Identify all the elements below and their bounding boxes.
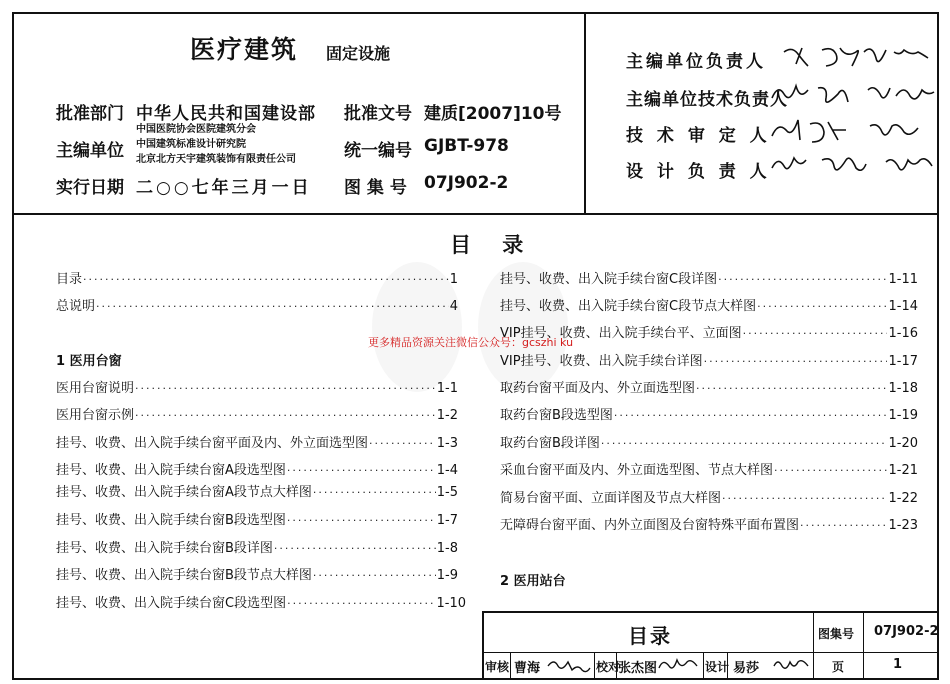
toc-leader-dots [135,382,436,395]
toc-entry[interactable] [500,350,918,368]
toc-leader-dots [774,464,887,477]
toc-leader-dots [313,569,436,582]
toc-entry-label: 采血台窗平面及内、外立面选型图、节点大样图 [500,463,774,478]
toc-leader-dots [743,327,888,340]
approval-doc-label: 批准文号 [344,104,412,124]
toc-entry-label: 取药台窗B段选型图 [500,408,613,423]
toc-entry-label: VIP挂号、收费、出入院手续台平、立面图 [500,326,742,341]
toc-leader-dots [135,409,436,422]
toc-entry-label: 挂号、收费、出入院手续台窗平面及内、外立面选型图 [56,436,369,451]
toc-leader-dots [369,437,436,450]
toc-entry[interactable] [500,514,918,532]
toc-heading: 目 录 [450,233,536,257]
design-label: 设计 [705,660,730,674]
review-signature [546,654,592,674]
toc-entry-page: 1-5 [436,485,458,500]
title-block-atlas-value: 07J902-2 [874,624,939,639]
check-signature [657,654,701,674]
unified-no-value: GJBT-978 [424,136,509,156]
toc-leader-dots [287,514,436,527]
toc-leader-dots [704,355,888,368]
toc-leader-dots [287,597,435,610]
toc-entry-label: 挂号、收费、出入院手续台窗A段选型图 [56,463,286,478]
editor-unit-2: 中国建筑标准设计研究院 [136,139,246,150]
toc-entry[interactable] [56,537,458,555]
toc-entry-page: 1-21 [888,463,918,478]
toc-entry-label: 总说明 [56,299,96,314]
effective-date-label: 实行日期 [56,178,124,198]
toc-leader-dots [274,542,436,555]
design-signature [772,654,810,674]
toc-entry[interactable] [500,432,918,450]
toc-entry[interactable] [56,295,458,313]
toc-entry[interactable] [56,481,458,499]
toc-entry[interactable] [500,377,918,395]
title-block-cell-divider-2 [594,652,595,680]
signature-row-4 [770,152,938,182]
role-technical-head: 主编单位技术负责人 [626,90,788,110]
toc-leader-dots [800,519,887,532]
role-chief-editor-unit: 主编单位负责人 [626,52,766,72]
editor-unit-1: 中国医院协会医院建筑分会 [136,124,256,135]
toc-entry-label: 无障碍台窗平面、内外立面图及台窗特殊平面布置图 [500,518,800,533]
toc-entry-label: 简易台窗平面、立面详图及节点大样图 [500,491,722,506]
toc-leader-dots [718,273,887,286]
toc-entry[interactable] [56,509,458,527]
toc-entry-label: 医用台窗示例 [56,408,135,423]
toc-entry-page: 1-8 [436,541,458,556]
toc-leader-dots [287,464,436,477]
drawing-title: 目录 [628,624,672,648]
toc-leader-dots [722,492,887,505]
toc-entry[interactable] [500,459,918,477]
toc-entry-page: 1-9 [436,568,458,583]
toc-entry[interactable] [56,592,466,610]
toc-entry-page: 1-1 [436,381,458,396]
title-block-row-divider [482,652,939,653]
toc-entry-label: 目录 [56,272,83,287]
toc-leader-dots [601,437,888,450]
title-block-top-border [482,611,939,613]
toc-leader-dots [696,382,887,395]
toc-entry[interactable] [56,377,458,395]
toc-entry-page: 1-10 [436,596,466,611]
toc-entry[interactable] [500,487,918,505]
toc-entry-label: VIP挂号、收费、出入院手续台详图 [500,354,703,369]
toc-entry-page: 1-20 [888,436,918,451]
toc-entry-page: 1-11 [888,272,918,287]
toc-leader-dots [96,300,449,313]
atlas-no-value: 07J902-2 [424,173,509,193]
toc-entry-label: 挂号、收费、出入院手续台窗B段详图 [56,541,273,556]
toc-entry-page: 1-17 [888,354,918,369]
toc-entry-label: 挂号、收费、出入院手续台窗A段节点大样图 [56,485,312,500]
toc-entry-label: 挂号、收费、出入院手续台窗C段详图 [500,272,718,287]
header-split-divider [584,12,586,215]
toc-entry-page: 1-14 [888,299,918,314]
toc-entry[interactable] [56,404,458,422]
title-block-cell-divider-1 [510,652,511,680]
editor-unit-3: 北京北方天宇建筑装饰有限责任公司 [136,154,296,165]
toc-entry-page: 1-4 [436,463,458,478]
toc-entry-page: 1-2 [436,408,458,423]
toc-entry-page: 1-7 [436,513,458,528]
toc-entry[interactable] [56,268,458,286]
role-design-head: 设 计 负 责 人 [626,162,771,182]
review-name: 曹海 [514,661,541,676]
editor-unit-label: 主编单位 [56,141,124,161]
role-technical-reviewer: 技 术 审 定 人 [626,126,771,146]
toc-entry-label: 挂号、收费、出入院手续台窗B段选型图 [56,513,286,528]
toc-leader-dots [757,300,887,313]
toc-entry-label: 挂号、收费、出入院手续台窗B段节点大样图 [56,568,312,583]
toc-entry-page: 1-23 [888,518,918,533]
toc-entry-page: 4 [449,299,458,314]
toc-entry-label: 取药台窗B段详图 [500,436,600,451]
toc-entry-label: 挂号、收费、出入院手续台窗C段节点大样图 [500,299,757,314]
toc-entry-page: 1-19 [888,408,918,423]
toc-leader-dots [313,486,436,499]
toc-section-heading: 2 医用站台 [500,574,566,589]
check-name: 张杰图 [618,661,658,676]
toc-entry-label: 挂号、收费、出入院手续台窗C段选型图 [56,596,287,611]
title-block-col-divider-b [863,611,864,680]
atlas-title: 医疗建筑 [190,35,299,64]
approval-dept-value: 中华人民共和国建设部 [136,104,316,124]
title-block-cell-divider-4 [703,652,704,680]
header-divider [12,213,939,215]
toc-leader-dots [614,409,888,422]
toc-entry[interactable] [500,268,918,286]
toc-entry[interactable] [56,432,458,450]
check-label: 校对 [596,660,621,674]
title-block-atlas-label: 图集号 [818,627,855,641]
toc-entry-page: 1-22 [888,491,918,506]
toc-entry[interactable] [500,404,918,422]
design-name: 易莎 [733,661,760,676]
toc-entry-label: 医用台窗说明 [56,381,135,396]
toc-entry[interactable] [500,295,918,313]
page-label: 页 [832,660,845,674]
page-number: 1 [893,657,903,672]
toc-entry[interactable] [56,564,458,582]
atlas-subtitle: 固定设施 [326,44,391,63]
signature-row-1 [782,42,932,72]
toc-entry-page: 1-16 [888,326,918,341]
toc-section-heading: 1 医用台窗 [56,354,122,369]
signature-row-3 [770,116,930,146]
approval-doc-value: 建质[2007]10号 [424,104,562,124]
toc-entry[interactable] [56,459,458,477]
toc-entry-page: 1-3 [436,436,458,451]
approval-dept-label: 批准部门 [56,104,124,124]
atlas-no-label: 图 集 号 [344,178,407,198]
unified-no-label: 统一编号 [344,141,412,161]
review-label: 审核 [485,660,510,674]
title-block-col-divider-a [813,611,814,680]
toc-entry-label: 取药台窗平面及内、外立面选型图 [500,381,696,396]
title-block-left-border [482,611,484,680]
toc-entry-page: 1 [449,272,458,287]
effective-date-value: 二○○七年三月一日 [136,178,312,198]
toc-entry-page: 1-18 [888,381,918,396]
signature-row-2 [770,80,938,110]
toc-leader-dots [83,273,449,286]
watermark-text: 更多精品资源关注微信公众号：gcszhi ku [368,336,574,349]
